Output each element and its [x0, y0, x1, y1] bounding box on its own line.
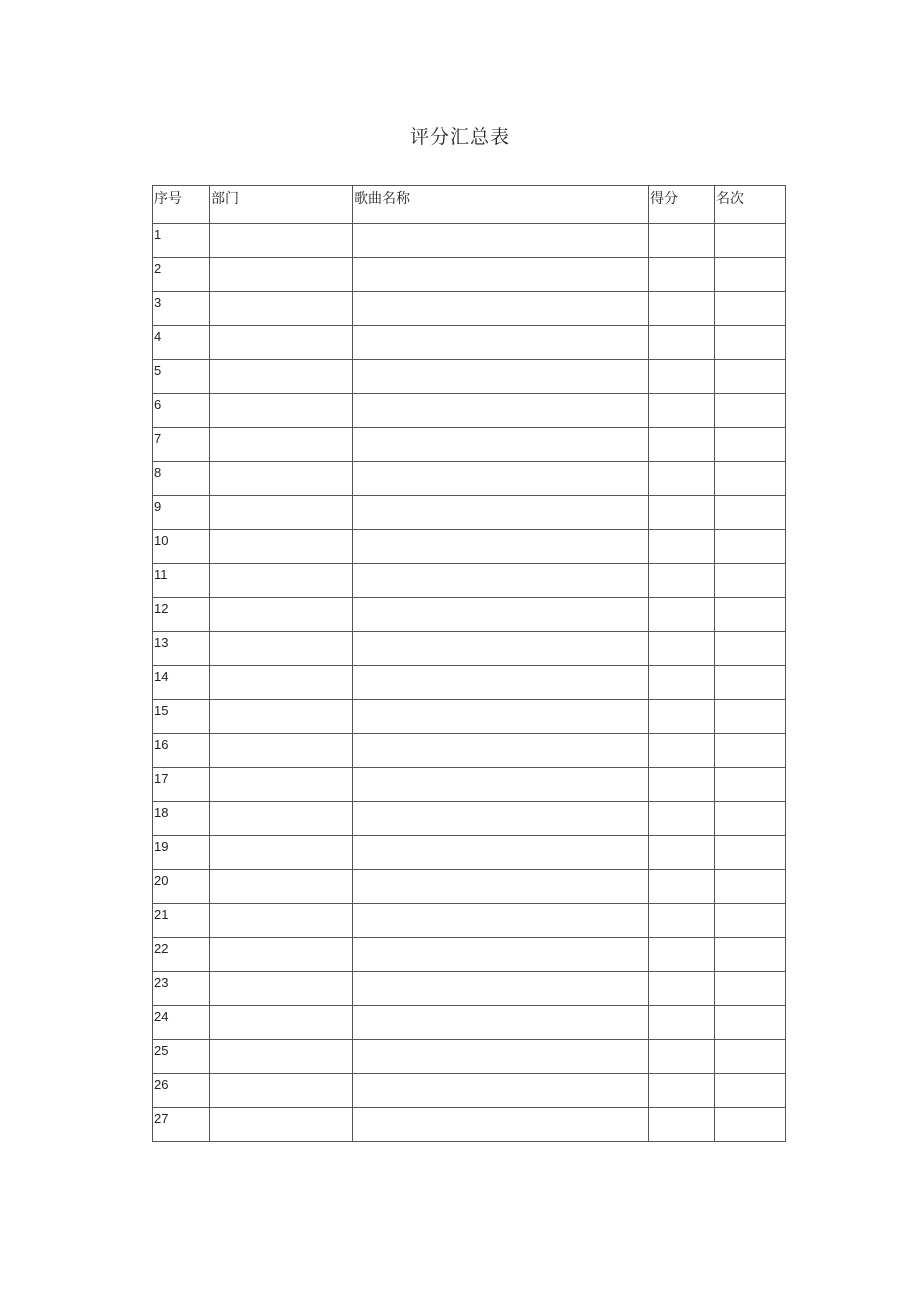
- table-row: [153, 1108, 786, 1142]
- seq-cell: 20: [153, 870, 210, 904]
- score-cell[interactable]: [649, 666, 715, 700]
- department-cell[interactable]: [210, 734, 353, 768]
- department-cell[interactable]: [210, 258, 353, 292]
- score-cell[interactable]: [649, 258, 715, 292]
- table-row: [153, 394, 786, 428]
- song-name-cell[interactable]: [353, 462, 649, 496]
- table-row: [153, 598, 786, 632]
- song-name-cell[interactable]: [353, 938, 649, 972]
- rank-cell[interactable]: [715, 530, 786, 564]
- song-name-cell[interactable]: [353, 598, 649, 632]
- song-name-cell[interactable]: [353, 326, 649, 360]
- song-name-cell[interactable]: [353, 870, 649, 904]
- rank-cell[interactable]: [715, 700, 786, 734]
- department-cell[interactable]: [210, 496, 353, 530]
- rank-cell[interactable]: [715, 972, 786, 1006]
- rank-cell[interactable]: [715, 360, 786, 394]
- song-name-cell[interactable]: [353, 224, 649, 258]
- rank-cell[interactable]: [715, 870, 786, 904]
- seq-cell: 18: [153, 802, 210, 836]
- seq-cell: 4: [153, 326, 210, 360]
- header-score: 得分: [649, 186, 715, 224]
- song-name-cell[interactable]: [353, 1074, 649, 1108]
- score-cell[interactable]: [649, 972, 715, 1006]
- department-cell[interactable]: [210, 1074, 353, 1108]
- song-name-cell[interactable]: [353, 972, 649, 1006]
- score-cell[interactable]: [649, 292, 715, 326]
- table-row: [153, 734, 786, 768]
- department-cell[interactable]: [210, 428, 353, 462]
- rank-cell[interactable]: [715, 1040, 786, 1074]
- seq-cell: 2: [153, 258, 210, 292]
- department-cell[interactable]: [210, 904, 353, 938]
- rank-cell[interactable]: [715, 1006, 786, 1040]
- seq-cell: 25: [153, 1040, 210, 1074]
- score-cell[interactable]: [649, 1040, 715, 1074]
- header-seq: 序号: [153, 186, 210, 224]
- table-row: [153, 292, 786, 326]
- rank-cell[interactable]: [715, 1074, 786, 1108]
- rank-cell[interactable]: [715, 224, 786, 258]
- seq-cell: 10: [153, 530, 210, 564]
- song-name-cell[interactable]: [353, 428, 649, 462]
- score-cell[interactable]: [649, 326, 715, 360]
- score-cell[interactable]: [649, 598, 715, 632]
- table-row: [153, 258, 786, 292]
- rank-cell[interactable]: [715, 938, 786, 972]
- header-song-name: 歌曲名称: [353, 186, 649, 224]
- score-cell[interactable]: [649, 360, 715, 394]
- score-cell[interactable]: [649, 904, 715, 938]
- song-name-cell[interactable]: [353, 530, 649, 564]
- table-header-row: [153, 186, 786, 224]
- rank-cell[interactable]: [715, 1108, 786, 1142]
- seq-cell: 9: [153, 496, 210, 530]
- score-cell[interactable]: [649, 700, 715, 734]
- rank-cell[interactable]: [715, 394, 786, 428]
- rank-cell[interactable]: [715, 904, 786, 938]
- table-body: [153, 224, 786, 1142]
- department-cell[interactable]: [210, 836, 353, 870]
- score-cell[interactable]: [649, 632, 715, 666]
- header-department: 部门: [210, 186, 353, 224]
- table-row: [153, 904, 786, 938]
- score-cell[interactable]: [649, 224, 715, 258]
- score-cell[interactable]: [649, 428, 715, 462]
- department-cell[interactable]: [210, 224, 353, 258]
- header-rank: 名次: [715, 186, 786, 224]
- song-name-cell[interactable]: [353, 394, 649, 428]
- score-cell[interactable]: [649, 1006, 715, 1040]
- seq-cell: 26: [153, 1074, 210, 1108]
- department-cell[interactable]: [210, 870, 353, 904]
- song-name-cell[interactable]: [353, 1108, 649, 1142]
- seq-cell: 17: [153, 768, 210, 802]
- seq-cell: 27: [153, 1108, 210, 1142]
- song-name-cell[interactable]: [353, 666, 649, 700]
- rank-cell[interactable]: [715, 564, 786, 598]
- seq-cell: 12: [153, 598, 210, 632]
- table-row: [153, 428, 786, 462]
- score-cell[interactable]: [649, 496, 715, 530]
- department-cell[interactable]: [210, 700, 353, 734]
- seq-cell: 13: [153, 632, 210, 666]
- rank-cell[interactable]: [715, 462, 786, 496]
- score-cell[interactable]: [649, 870, 715, 904]
- rank-cell[interactable]: [715, 802, 786, 836]
- department-cell[interactable]: [210, 768, 353, 802]
- score-cell[interactable]: [649, 802, 715, 836]
- table-row: [153, 326, 786, 360]
- department-cell[interactable]: [210, 360, 353, 394]
- song-name-cell[interactable]: [353, 360, 649, 394]
- table-row: [153, 530, 786, 564]
- department-cell[interactable]: [210, 530, 353, 564]
- score-cell[interactable]: [649, 1108, 715, 1142]
- song-name-cell[interactable]: [353, 564, 649, 598]
- song-name-cell[interactable]: [353, 1006, 649, 1040]
- department-cell[interactable]: [210, 972, 353, 1006]
- seq-cell: 19: [153, 836, 210, 870]
- song-name-cell[interactable]: [353, 904, 649, 938]
- seq-cell: 11: [153, 564, 210, 598]
- song-name-cell[interactable]: [353, 1040, 649, 1074]
- rank-cell[interactable]: [715, 734, 786, 768]
- score-cell[interactable]: [649, 394, 715, 428]
- seq-cell: 23: [153, 972, 210, 1006]
- score-cell[interactable]: [649, 768, 715, 802]
- rank-cell[interactable]: [715, 258, 786, 292]
- table-row: [153, 1006, 786, 1040]
- table-row: [153, 1040, 786, 1074]
- department-cell[interactable]: [210, 462, 353, 496]
- table-row: [153, 666, 786, 700]
- song-name-cell[interactable]: [353, 496, 649, 530]
- rank-cell[interactable]: [715, 836, 786, 870]
- table-row: [153, 360, 786, 394]
- table-row: [153, 462, 786, 496]
- department-cell[interactable]: [210, 938, 353, 972]
- department-cell[interactable]: [210, 598, 353, 632]
- rank-cell[interactable]: [715, 768, 786, 802]
- department-cell[interactable]: [210, 1006, 353, 1040]
- score-cell[interactable]: [649, 564, 715, 598]
- department-cell[interactable]: [210, 1108, 353, 1142]
- song-name-cell[interactable]: [353, 258, 649, 292]
- seq-cell: 8: [153, 462, 210, 496]
- table-row: [153, 972, 786, 1006]
- song-name-cell[interactable]: [353, 734, 649, 768]
- department-cell[interactable]: [210, 394, 353, 428]
- song-name-cell[interactable]: [353, 836, 649, 870]
- department-cell[interactable]: [210, 564, 353, 598]
- seq-cell: 22: [153, 938, 210, 972]
- seq-cell: 5: [153, 360, 210, 394]
- table-row: [153, 802, 786, 836]
- seq-cell: 1: [153, 224, 210, 258]
- department-cell[interactable]: [210, 666, 353, 700]
- rank-cell[interactable]: [715, 632, 786, 666]
- seq-cell: 3: [153, 292, 210, 326]
- score-cell[interactable]: [649, 734, 715, 768]
- table-row: [153, 938, 786, 972]
- department-cell[interactable]: [210, 326, 353, 360]
- song-name-cell[interactable]: [353, 768, 649, 802]
- score-cell[interactable]: [649, 938, 715, 972]
- score-cell[interactable]: [649, 836, 715, 870]
- score-cell[interactable]: [649, 462, 715, 496]
- department-cell[interactable]: [210, 292, 353, 326]
- song-name-cell[interactable]: [353, 802, 649, 836]
- rank-cell[interactable]: [715, 428, 786, 462]
- score-cell[interactable]: [649, 530, 715, 564]
- seq-cell: 24: [153, 1006, 210, 1040]
- rank-cell[interactable]: [715, 292, 786, 326]
- table-row: [153, 564, 786, 598]
- rank-cell[interactable]: [715, 326, 786, 360]
- seq-cell: 14: [153, 666, 210, 700]
- table-row: [153, 224, 786, 258]
- score-summary-table: [152, 185, 786, 1142]
- page-title: 评分汇总表: [409, 126, 510, 148]
- table-row: [153, 496, 786, 530]
- table-row: [153, 700, 786, 734]
- table-row: [153, 836, 786, 870]
- table-row: [153, 768, 786, 802]
- song-name-cell[interactable]: [353, 700, 649, 734]
- table-row: [153, 870, 786, 904]
- department-cell[interactable]: [210, 802, 353, 836]
- seq-cell: 15: [153, 700, 210, 734]
- song-name-cell[interactable]: [353, 292, 649, 326]
- department-cell[interactable]: [210, 632, 353, 666]
- song-name-cell[interactable]: [353, 632, 649, 666]
- rank-cell[interactable]: [715, 496, 786, 530]
- seq-cell: 6: [153, 394, 210, 428]
- seq-cell: 7: [153, 428, 210, 462]
- seq-cell: 21: [153, 904, 210, 938]
- seq-cell: 16: [153, 734, 210, 768]
- table-row: [153, 632, 786, 666]
- rank-cell[interactable]: [715, 598, 786, 632]
- table-row: [153, 1074, 786, 1108]
- rank-cell[interactable]: [715, 666, 786, 700]
- department-cell[interactable]: [210, 1040, 353, 1074]
- score-cell[interactable]: [649, 1074, 715, 1108]
